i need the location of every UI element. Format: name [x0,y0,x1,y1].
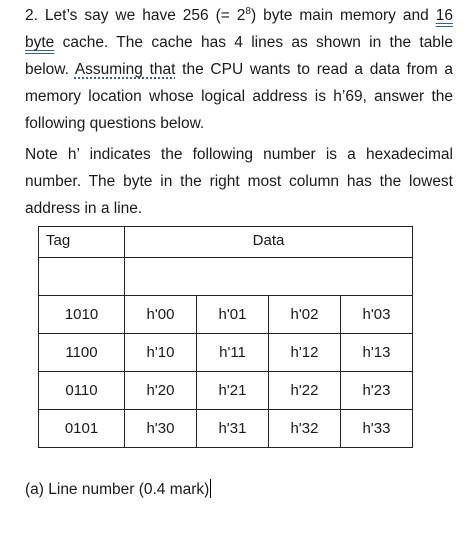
data-cell: h'02 [269,296,341,334]
data-cell: h'30 [125,410,197,448]
data-cell: h'03 [341,296,413,334]
tag-cell: 0101 [39,410,125,448]
table-row [39,410,413,448]
data-cell: h'31 [197,410,269,448]
table-row [39,296,413,334]
cache-table [38,226,413,448]
question-text-3: cache. The cache has 4 lines as shown in the table below. [25,34,453,78]
sub-question-text: (a) Line number (0.4 mark) [25,481,210,498]
data-cell: h'21 [197,372,269,410]
tag-cell: 1010 [39,296,125,334]
data-cell: h'10 [125,334,197,372]
grammar-flag-byte[interactable]: byte [25,34,55,51]
text-cursor [210,479,211,498]
data-cell: h'12 [269,334,341,372]
grammar-flag-16[interactable]: 16 [435,7,453,24]
data-cell: h'00 [125,296,197,334]
note-paragraph: Note h’ indicates the following number is a hexadecimal number. The byte in the right most column has the lowest address in a line. [25,146,453,217]
data-header: Data [125,227,413,258]
data-cell: h'20 [125,372,197,410]
question-paragraph [25,2,453,137]
tag-cell: 0110 [39,372,125,410]
question-text-2: ) byte main memory and [250,7,436,24]
data-cell: h'23 [341,372,413,410]
data-cell: h'11 [197,334,269,372]
data-cell: h'22 [269,372,341,410]
data-cell: h'33 [341,410,413,448]
data-cell: h'13 [341,334,413,372]
sub-question-a[interactable] [25,476,211,503]
tag-header: Tag [39,227,125,258]
data-cell: h'32 [269,410,341,448]
table-row [39,334,413,372]
question-text-4: the CPU wants to read a data from a memory location whose logical address is h’69, answer the following questions below. [25,61,453,132]
table-header-row [39,227,413,258]
exponent: 8 [245,5,251,17]
table-spacer [39,258,413,296]
tag-cell: 1100 [39,334,125,372]
grammar-flag-assuming[interactable]: Assuming that [74,61,176,78]
data-cell: h'01 [197,296,269,334]
table-row [39,372,413,410]
question-text-1: 2. Let’s say we have 256 (= 2 [25,7,246,24]
